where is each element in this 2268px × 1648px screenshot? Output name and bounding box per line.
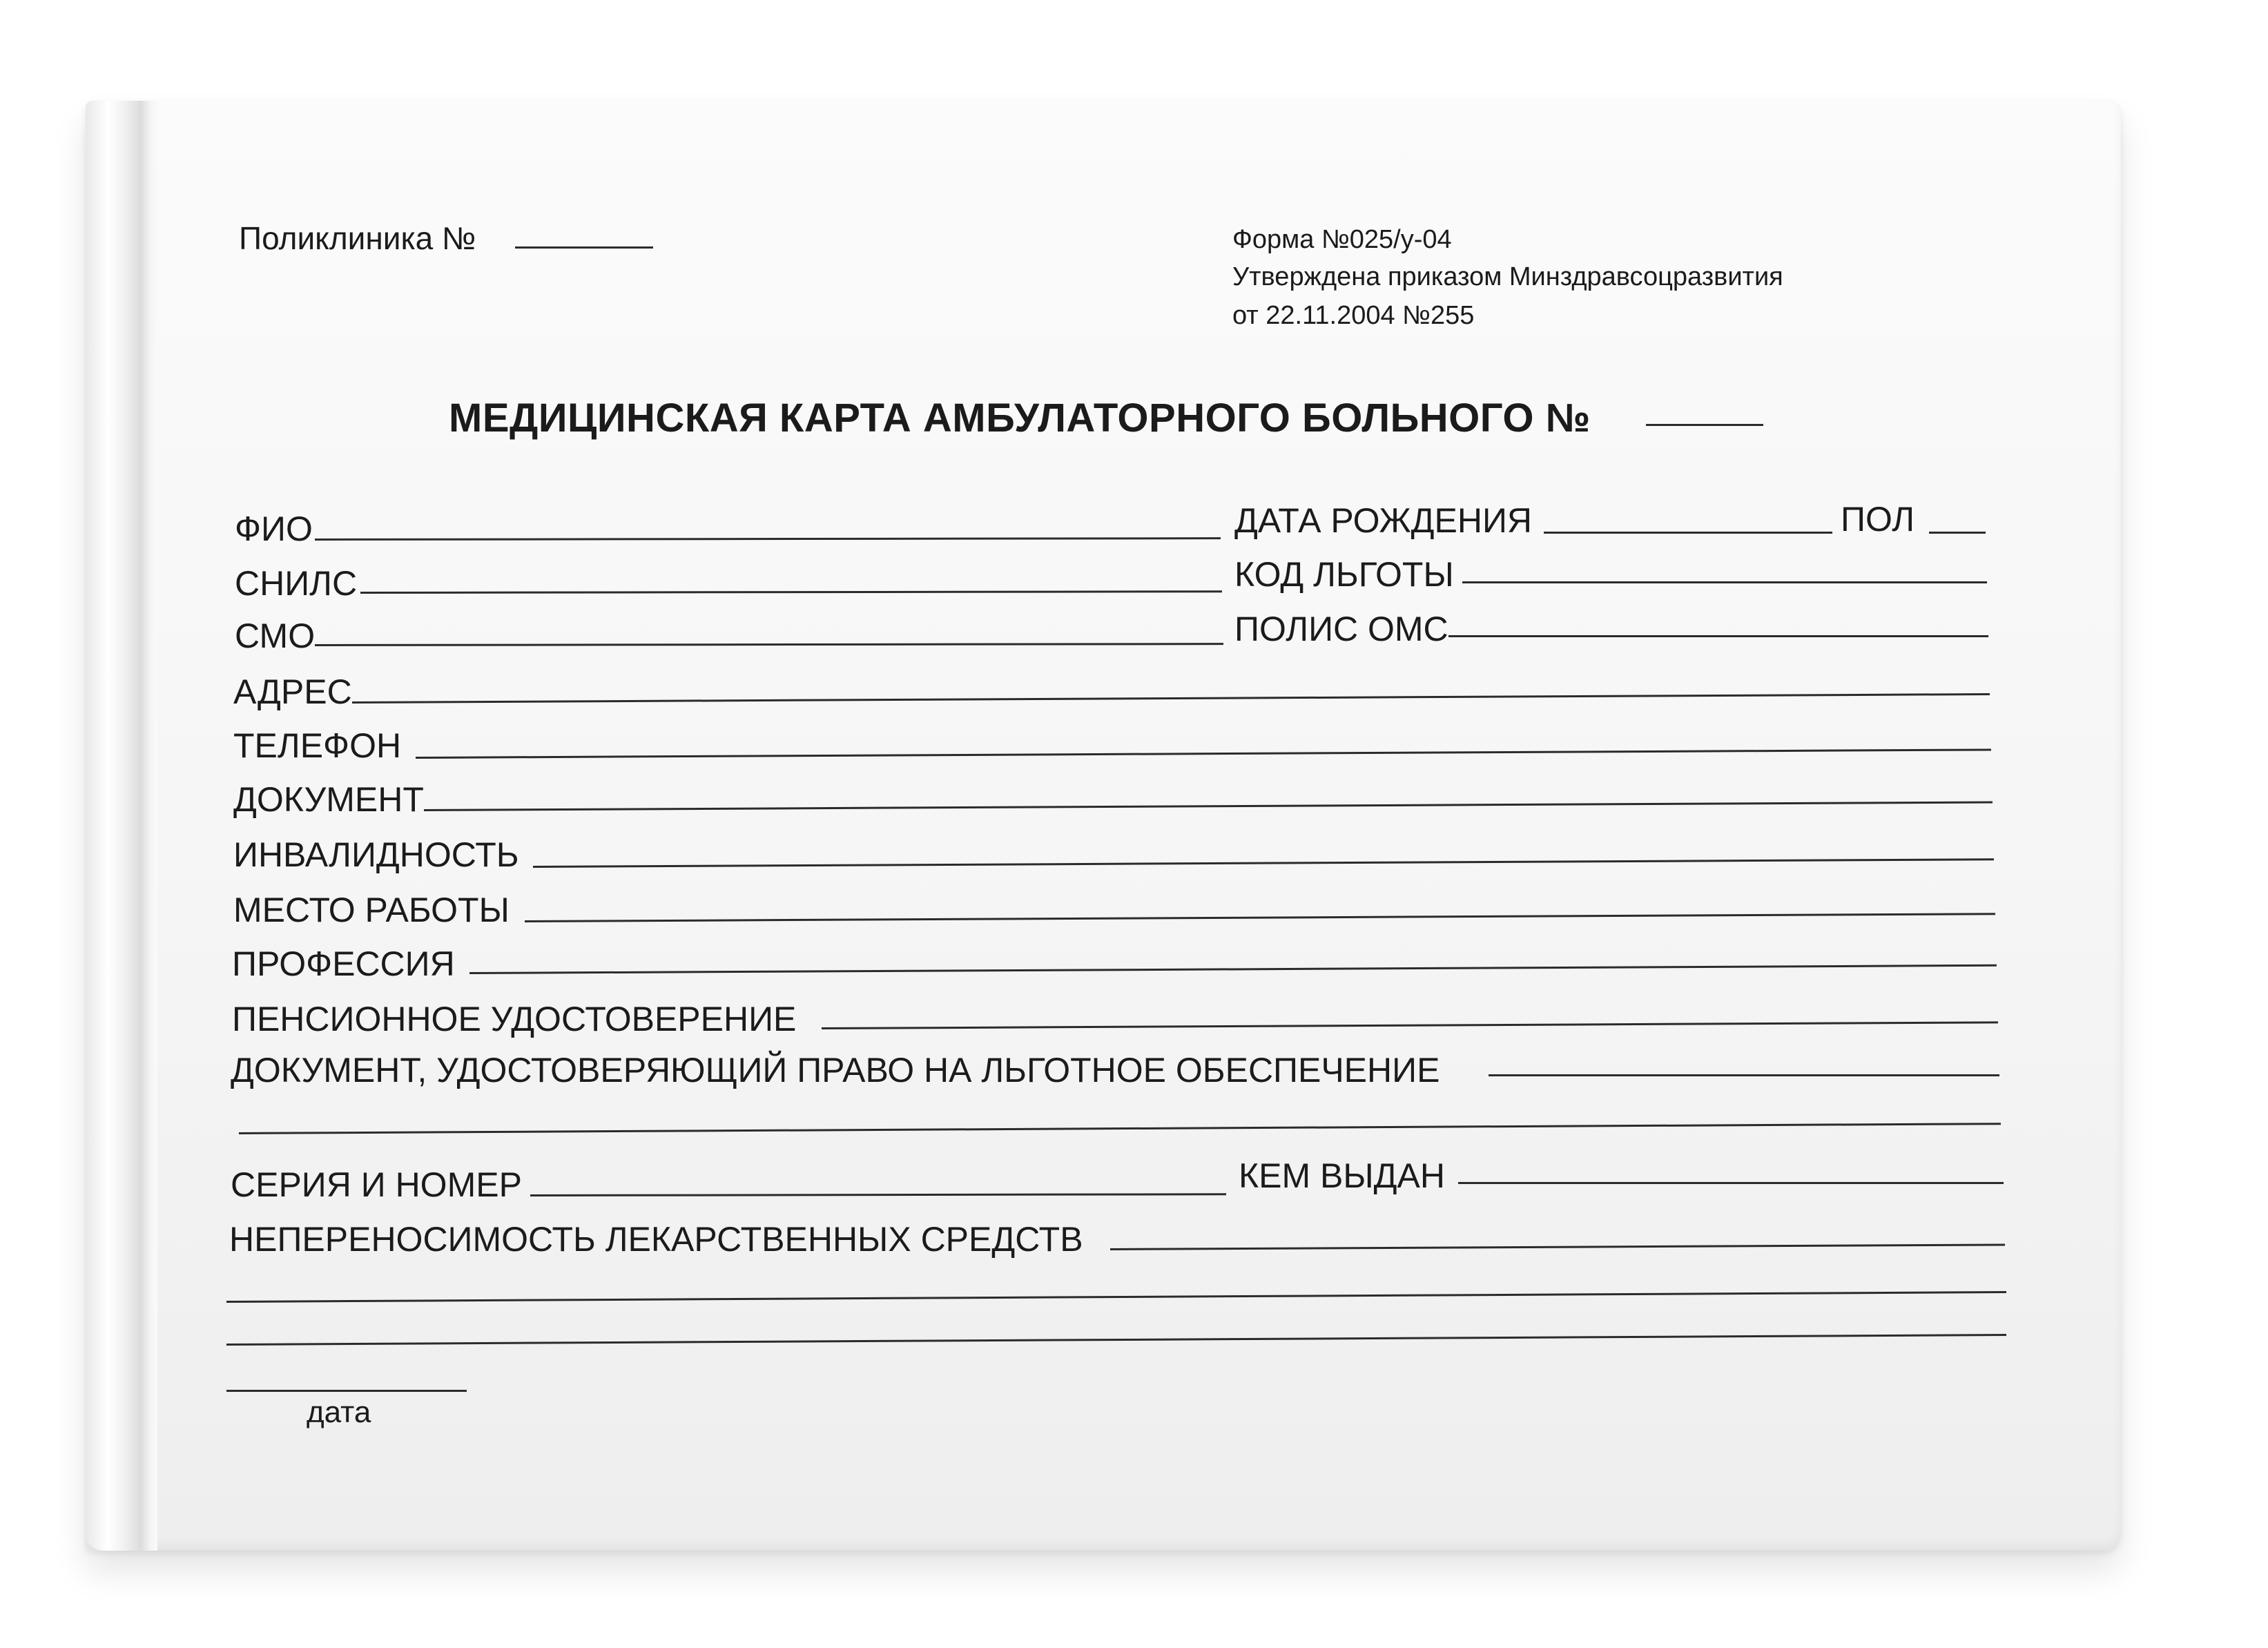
- document-label: ДОКУМЕНТ: [233, 780, 424, 819]
- fio-label: ФИО: [235, 510, 313, 548]
- series-number-label: СЕРИЯ И НОМЕР: [231, 1165, 522, 1204]
- pension-certificate-label: ПЕНСИОННОЕ УДОСТОВЕРЕНИЕ: [232, 1000, 797, 1038]
- phone-label: ТЕЛЕФОН: [233, 726, 402, 765]
- book-hinge: [139, 101, 157, 1551]
- sex-label: ПОЛ: [1841, 500, 1915, 539]
- smo-label: СМО: [235, 617, 316, 655]
- profession-label: ПРОФЕССИЯ: [232, 944, 455, 983]
- clinic-number-line: [515, 246, 653, 249]
- benefit-document-label: ДОКУМЕНТ, УДОСТОВЕРЯЮЩИЙ ПРАВО НА ЛЬГОТНОЕ ОБЕСПЕЧЕНИЕ: [231, 1051, 1440, 1089]
- workplace-label: МЕСТО РАБОТЫ: [233, 891, 510, 929]
- benefit-code-line: [1462, 581, 1987, 583]
- address-label: АДРЕС: [233, 672, 352, 711]
- card-number-line: [1646, 424, 1763, 426]
- issued-by-line: [1458, 1182, 2004, 1184]
- birth-date-label: ДАТА РОЖДЕНИЯ: [1234, 501, 1533, 540]
- benefit-document-line: [1489, 1074, 1999, 1076]
- form-number: Форма №025/у-04: [1232, 225, 1452, 254]
- drug-intolerance-label: НЕПЕРЕНОСИМОСТЬ ЛЕКАРСТВЕННЫХ СРЕДСТВ: [229, 1220, 1083, 1259]
- disability-label: ИНВАЛИДНОСТЬ: [233, 835, 519, 874]
- medical-card-cover: [86, 101, 2121, 1551]
- snils-label: СНИЛС: [235, 564, 358, 603]
- issued-by-label: КЕМ ВЫДАН: [1239, 1156, 1445, 1195]
- birth-date-line: [1544, 532, 1832, 534]
- benefit-code-label: КОД ЛЬГОТЫ: [1234, 555, 1454, 594]
- clinic-number-label: Поликлиника №: [239, 220, 476, 256]
- sex-line: [1929, 532, 1986, 534]
- book-spine: [86, 101, 139, 1551]
- oms-policy-line: [1448, 635, 1988, 637]
- document-title: МЕДИЦИНСКАЯ КАРТА АМБУЛАТОРНОГО БОЛЬНОГО №: [449, 396, 1591, 440]
- date-line: [226, 1390, 467, 1392]
- form-approval-date: от 22.11.2004 №255: [1232, 301, 1475, 330]
- form-approval: Утверждена приказом Минздравсоцразвития: [1232, 262, 1783, 291]
- date-label: дата: [307, 1395, 371, 1429]
- oms-policy-label: ПОЛИС ОМС: [1234, 610, 1448, 648]
